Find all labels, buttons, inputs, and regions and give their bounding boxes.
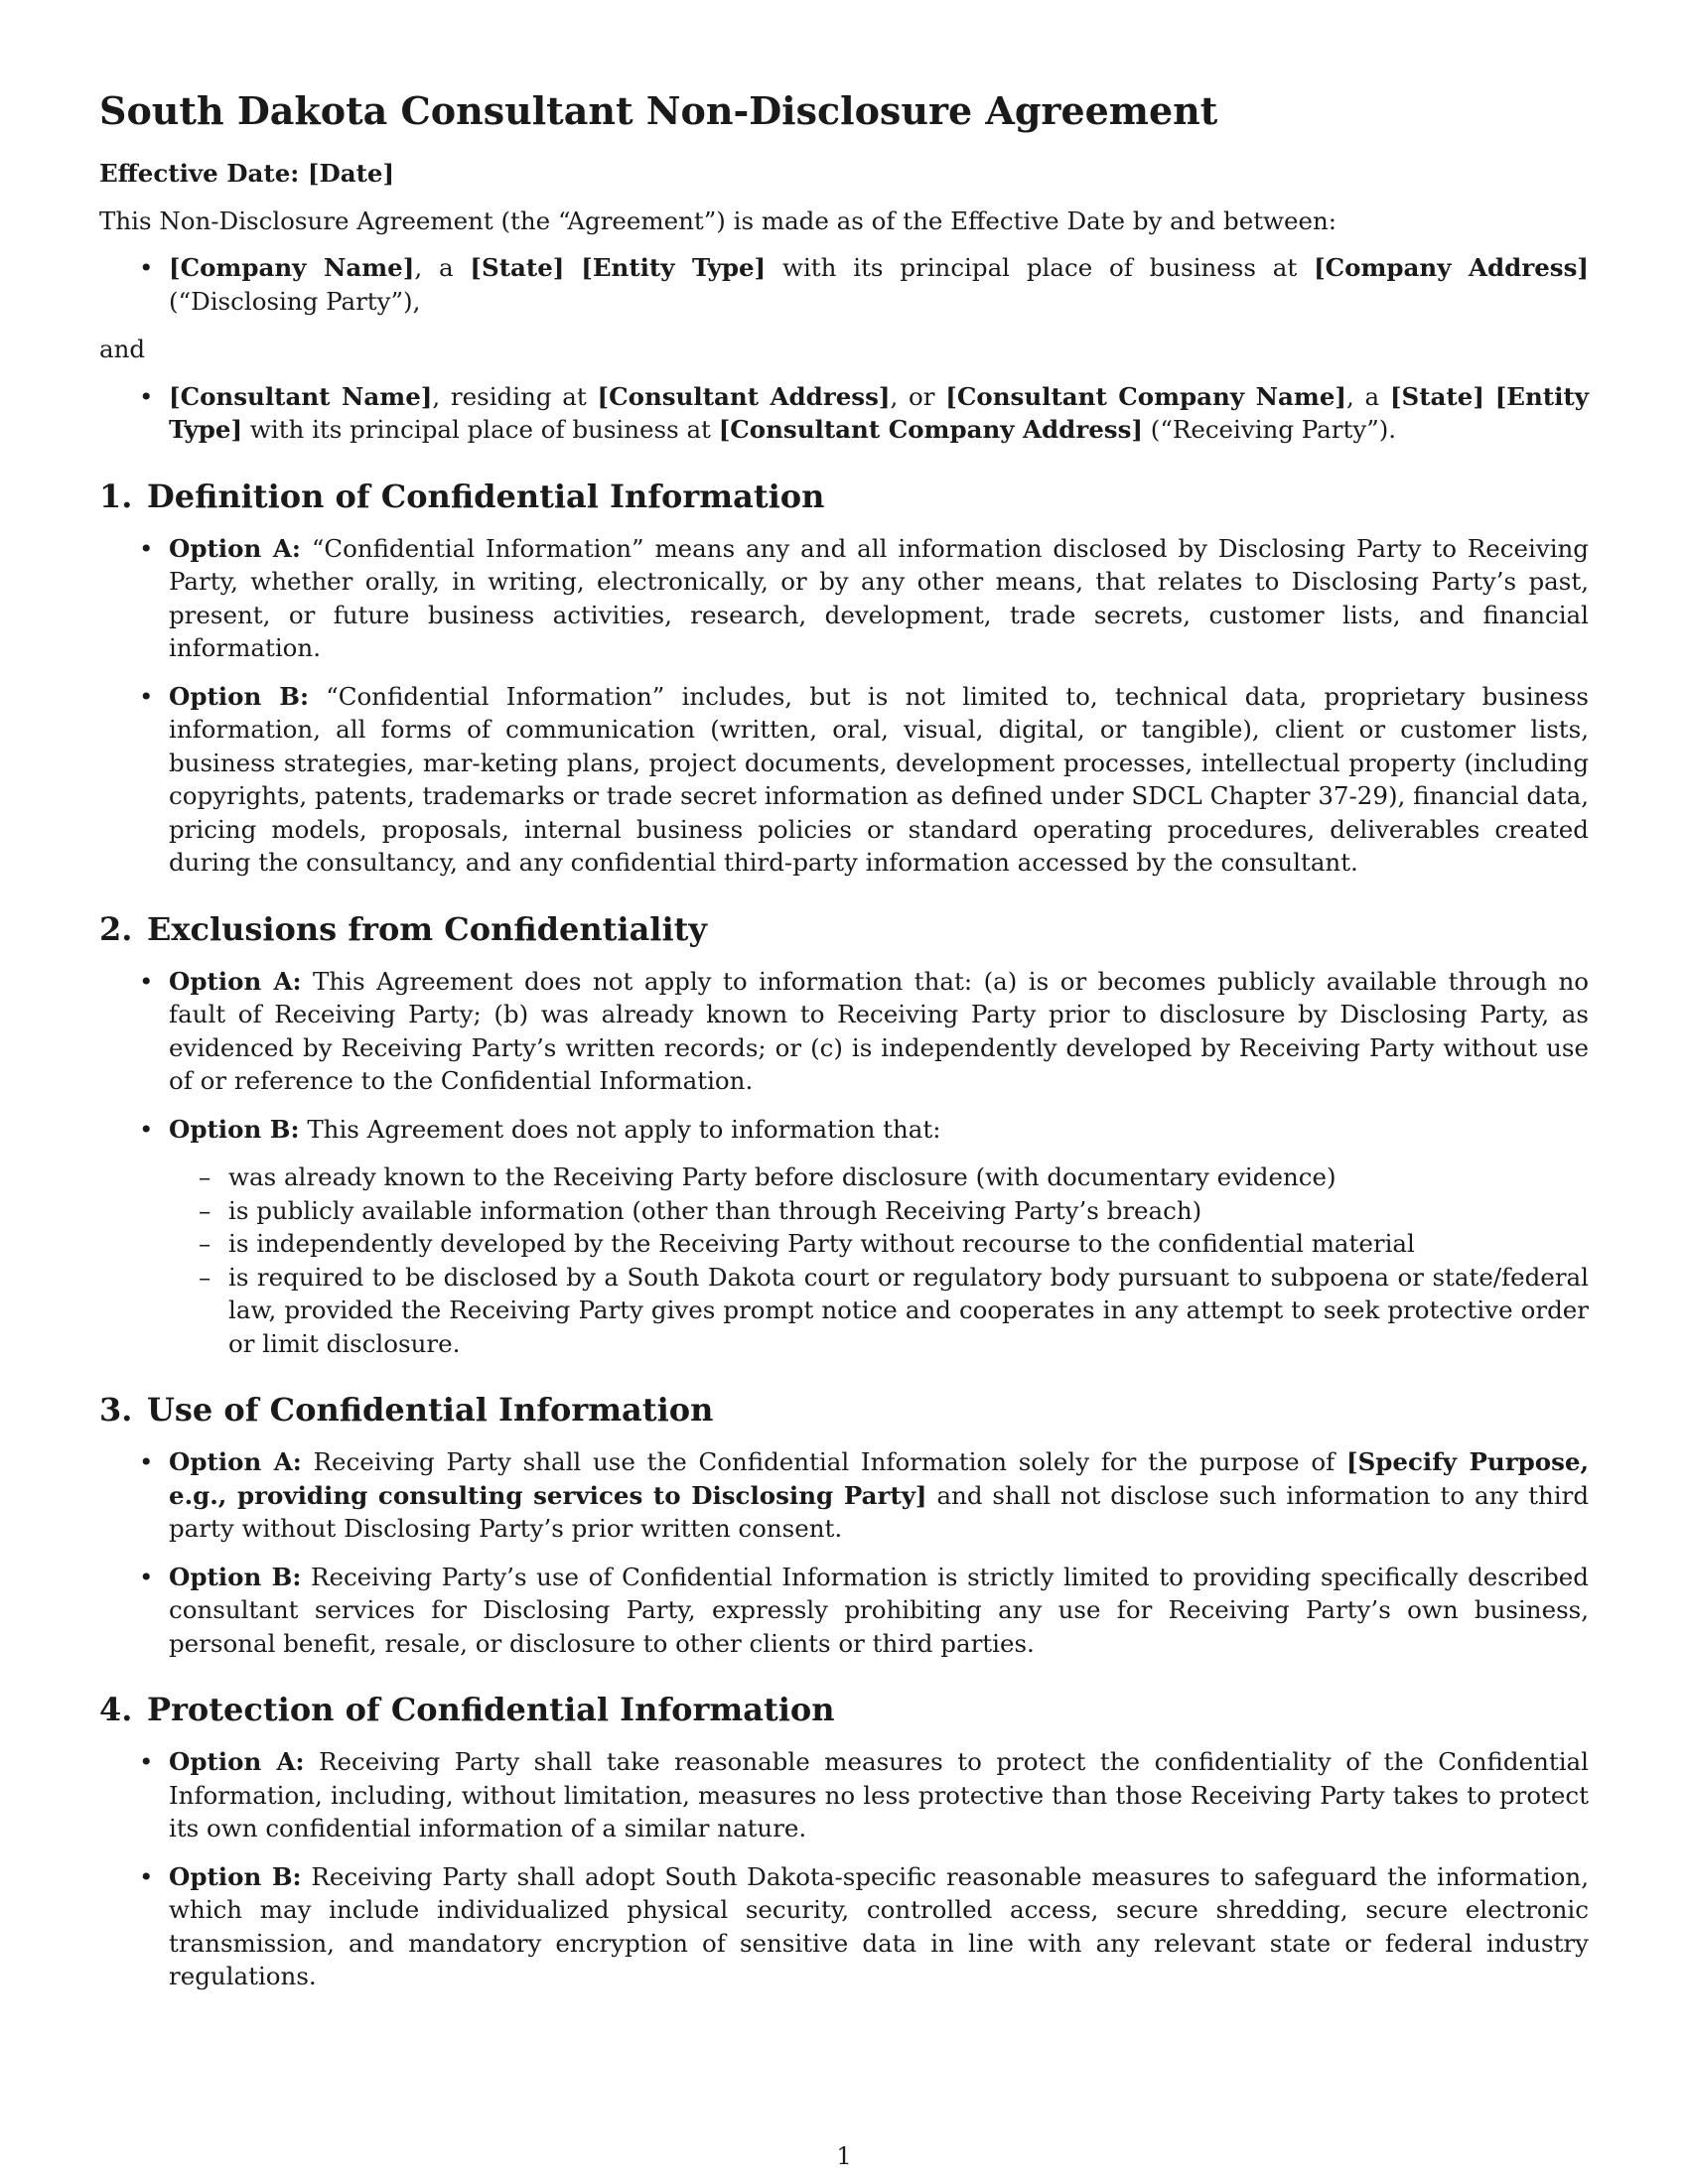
effective-date: Effective Date: [Date] <box>99 159 395 188</box>
option-label: Option B: <box>169 1114 300 1144</box>
option-a-item: • Option A: This Agreement does not apply to information that: (a) is or becomes publicly available through no fault of Receiving Party; (b) was already known to Receiving Party prior to disclosure by Disclosing Party, as evidenced by Receiving Party’s written records; or (c) is independently developed by Receiving Party without use of or reference to the Confidential Information. <box>99 965 1589 1098</box>
option-label: Option B: <box>169 681 310 711</box>
option-b-item: • Option B: Receiving Party’s use of Confidential Information is strictly limited to providing specifically described consultant services for Disclosing Party, expressly prohibiting any use for Receiving Party’s own business, personal benefit, resale, or disclosure to other clients or third parties. <box>99 1561 1589 1661</box>
list-item: – is independently developed by the Receiving Party without recourse to the confidential material <box>169 1227 1589 1261</box>
state-placeholder: [State] <box>1389 381 1484 411</box>
section-options <box>99 1445 1589 1660</box>
party-list-disclosing <box>99 251 1589 318</box>
exclusion-sublist <box>169 1160 1589 1360</box>
option-label: Option A: <box>169 1747 305 1776</box>
list-item: – is publicly available information (other than through Receiving Party’s breach) <box>169 1194 1589 1228</box>
consultant-address-placeholder: [Consultant Address] <box>597 381 891 411</box>
section-options <box>99 1745 1589 1993</box>
option-label: Option B: <box>169 1861 302 1891</box>
option-a-item: • Option A: Receiving Party shall use the Confidential Information solely for the purpose of [Specify Purpose, e.g., providing consulting services to Disclosing Party] and shall not disclose such information to any third party without Disclosing Party’s prior written consent. <box>99 1445 1589 1546</box>
party-list-receiving <box>99 380 1589 447</box>
purpose-placeholder: [Specify Purpose, e.g., providing consulting services to Disclosing Party] <box>169 1447 1590 1510</box>
entity-type-placeholder: [Entity Type] <box>581 253 767 282</box>
and-text: and <box>99 335 146 363</box>
option-b-item: • Option B: Receiving Party shall adopt South Dakota-specific reasonable measures to safeguard the information, which may include individualized physical security, controlled access, secure shredding, secure electronic transmission, and mandatory encryption of sensitive data in line with any relevant state or federal industry regulations. <box>99 1860 1589 1993</box>
section-title: Protection of Confidential Information <box>147 1691 835 1728</box>
section-options <box>99 965 1589 1361</box>
disclosing-party-item: • [Company Name], a [State] [Entity Type] with its principal place of business at [Company Address] (“Disclosing Party”), <box>99 251 1589 318</box>
section-title: Use of Confidential Information <box>147 1391 714 1429</box>
section-heading <box>99 477 1589 516</box>
page-number: 1 <box>836 2142 852 2170</box>
option-label: Option A: <box>169 966 302 996</box>
list-item: – was already known to the Receiving Party before disclosure (with documentary evidence) <box>169 1160 1589 1194</box>
section-number: 4. <box>99 1691 133 1728</box>
section-number: 3. <box>99 1391 133 1429</box>
section-number: 2. <box>99 909 133 948</box>
intro-paragraph: This Non-Disclosure Agreement (the “Agreement”) is made as of the Effective Date by and between: <box>99 205 1337 235</box>
consultant-name-placeholder: [Consultant Name] <box>169 381 433 411</box>
company-name-placeholder: [Company Name] <box>169 253 415 282</box>
option-b-item: • Option B: This Agreement does not apply to information that: – was already known to the Receiving Party before disclosure (with documentary evidence) – is publicly available information (other than through Receiving Party’s breach) – is independently developed by the Receiving Party without recourse to the confidential material – is required to be disclosed by a South Dakota court or regulatory body pursuant to subpoena or state/federal law, provided the Receiving Party gives prompt notice and cooperates in any attempt to seek protective order or limit disclosure. <box>99 1113 1589 1361</box>
section-heading <box>99 1390 1589 1430</box>
section-title: Definition of Confidential Information <box>147 477 825 515</box>
section-title: Exclusions from Confidentiality <box>147 909 707 948</box>
receiving-party-item: • [Consultant Name], residing at [Consultant Address], or [Consultant Company Name], a [State] [Entity Type] with its principal place of business at [Consultant Company Address] (“Receiving Party”). <box>99 380 1589 447</box>
document-title: South Dakota Consultant Non-Disclosure Agreement <box>99 88 1218 133</box>
option-a-item: • Option A: Receiving Party shall take reasonable measures to protect the confidentiality of the Confidential Information, including, without limitation, measures no less protective than those Receiving Party takes to protect its own confidential information of a similar nature. <box>99 1745 1589 1845</box>
document-body <box>99 87 1589 2008</box>
option-b-item: • Option B: “Confidential Information” includes, but is not limited to, technical data, proprietary business information, all forms of communication (written, oral, visual, digital, or tangible), client or customer lists, business strategies, mar-keting plans, project documents, development processes, intellectual property (including copyrights, patents, trademarks or trade secret information as defined under SDCL Chapter 37-29), financial data, pricing models, proposals, internal business policies or standard operating procedures, deliverables created during the consultancy, and any confidential third-party information accessed by the consultant. <box>99 680 1589 880</box>
company-address-placeholder: [Company Address] <box>1314 253 1589 282</box>
section-heading <box>99 1690 1589 1729</box>
option-a-item: • Option A: “Confidential Information” means any and all information disclosed by Disclosing Party to Receiving Party, whether orally, in writing, electronically, or by any other means, that relates to Disclosing Party’s past, present, or future business activities, research, development, trade secrets, customer lists, and financial information. <box>99 532 1589 665</box>
consultant-company-name-placeholder: [Consultant Company Name] <box>945 381 1346 411</box>
option-label: Option A: <box>169 533 301 563</box>
option-label: Option A: <box>169 1447 302 1476</box>
state-placeholder: [State] <box>470 253 565 282</box>
section-heading <box>99 909 1589 949</box>
section-number: 1. <box>99 477 133 515</box>
option-label: Option B: <box>169 1562 302 1591</box>
section-options <box>99 532 1589 880</box>
list-item: – is required to be disclosed by a South Dakota court or regulatory body pursuant to subpoena or state/federal law, provided the Receiving Party gives prompt notice and cooperates in any attempt to seek protective order or limit disclosure. <box>169 1261 1589 1361</box>
entity-type-placeholder: [Entity Type] <box>169 381 1589 444</box>
consultant-company-address-placeholder: [Consultant Company Address] <box>718 415 1143 444</box>
